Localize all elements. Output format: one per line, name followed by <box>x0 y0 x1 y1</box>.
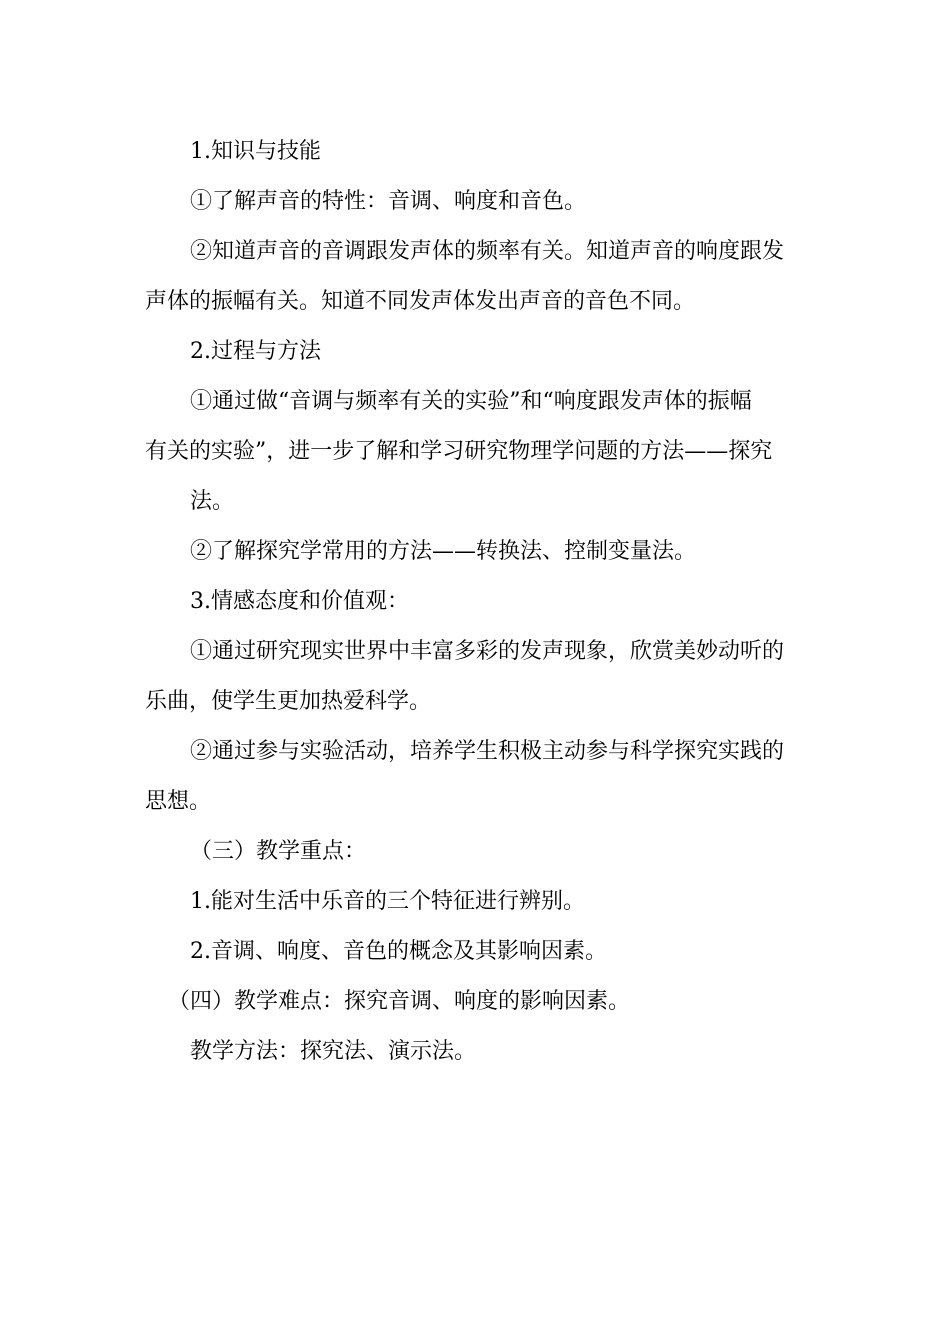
paragraph-line: 乐曲，使学生更加热爱科学。 <box>145 689 432 714</box>
paragraph-line: 有关的实验”，进一步了解和学习研究物理学问题的方法——探究 <box>145 439 773 464</box>
paragraph-line: 1.能对生活中乐音的三个特征进行辨别。 <box>190 889 585 914</box>
paragraph-line: 思想。 <box>145 789 212 814</box>
heading-teaching-focus: （三）教学重点： <box>190 839 367 864</box>
paragraph-line: 2.音调、响度、音色的概念及其影响因素。 <box>190 939 607 964</box>
paragraph-line: 法。 <box>190 489 235 514</box>
paragraph-line: ①通过研究现实世界中丰富多彩的发声现象，欣赏美妙动听的 <box>190 639 785 664</box>
paragraph-line: 声体的振幅有关。知道不同发声体发出声音的音色不同。 <box>145 289 696 314</box>
paragraph-line: ②通过参与实验活动，培养学生积极主动参与科学探究实践的 <box>190 739 785 764</box>
paragraph-line: ①通过做“音调与频率有关的实验”和“响度跟发声体的振幅 <box>190 389 752 414</box>
heading-process-method: 2.过程与方法 <box>190 339 321 364</box>
paragraph-line: ①了解声音的特性：音调、响度和音色。 <box>190 189 587 214</box>
heading-attitude-values: 3.情感态度和价值观： <box>190 589 409 614</box>
teaching-methods-line: 教学方法：探究法、演示法。 <box>190 1039 477 1064</box>
heading-teaching-difficulty: （四）教学难点：探究音调、响度的影响因素。 <box>168 989 631 1014</box>
paragraph-line: ②知道声音的音调跟发声体的频率有关。知道声音的响度跟发 <box>190 239 785 264</box>
paragraph-line: ②了解探究学常用的方法——转换法、控制变量法。 <box>190 539 697 564</box>
heading-knowledge-skills: 1.知识与技能 <box>190 139 321 164</box>
